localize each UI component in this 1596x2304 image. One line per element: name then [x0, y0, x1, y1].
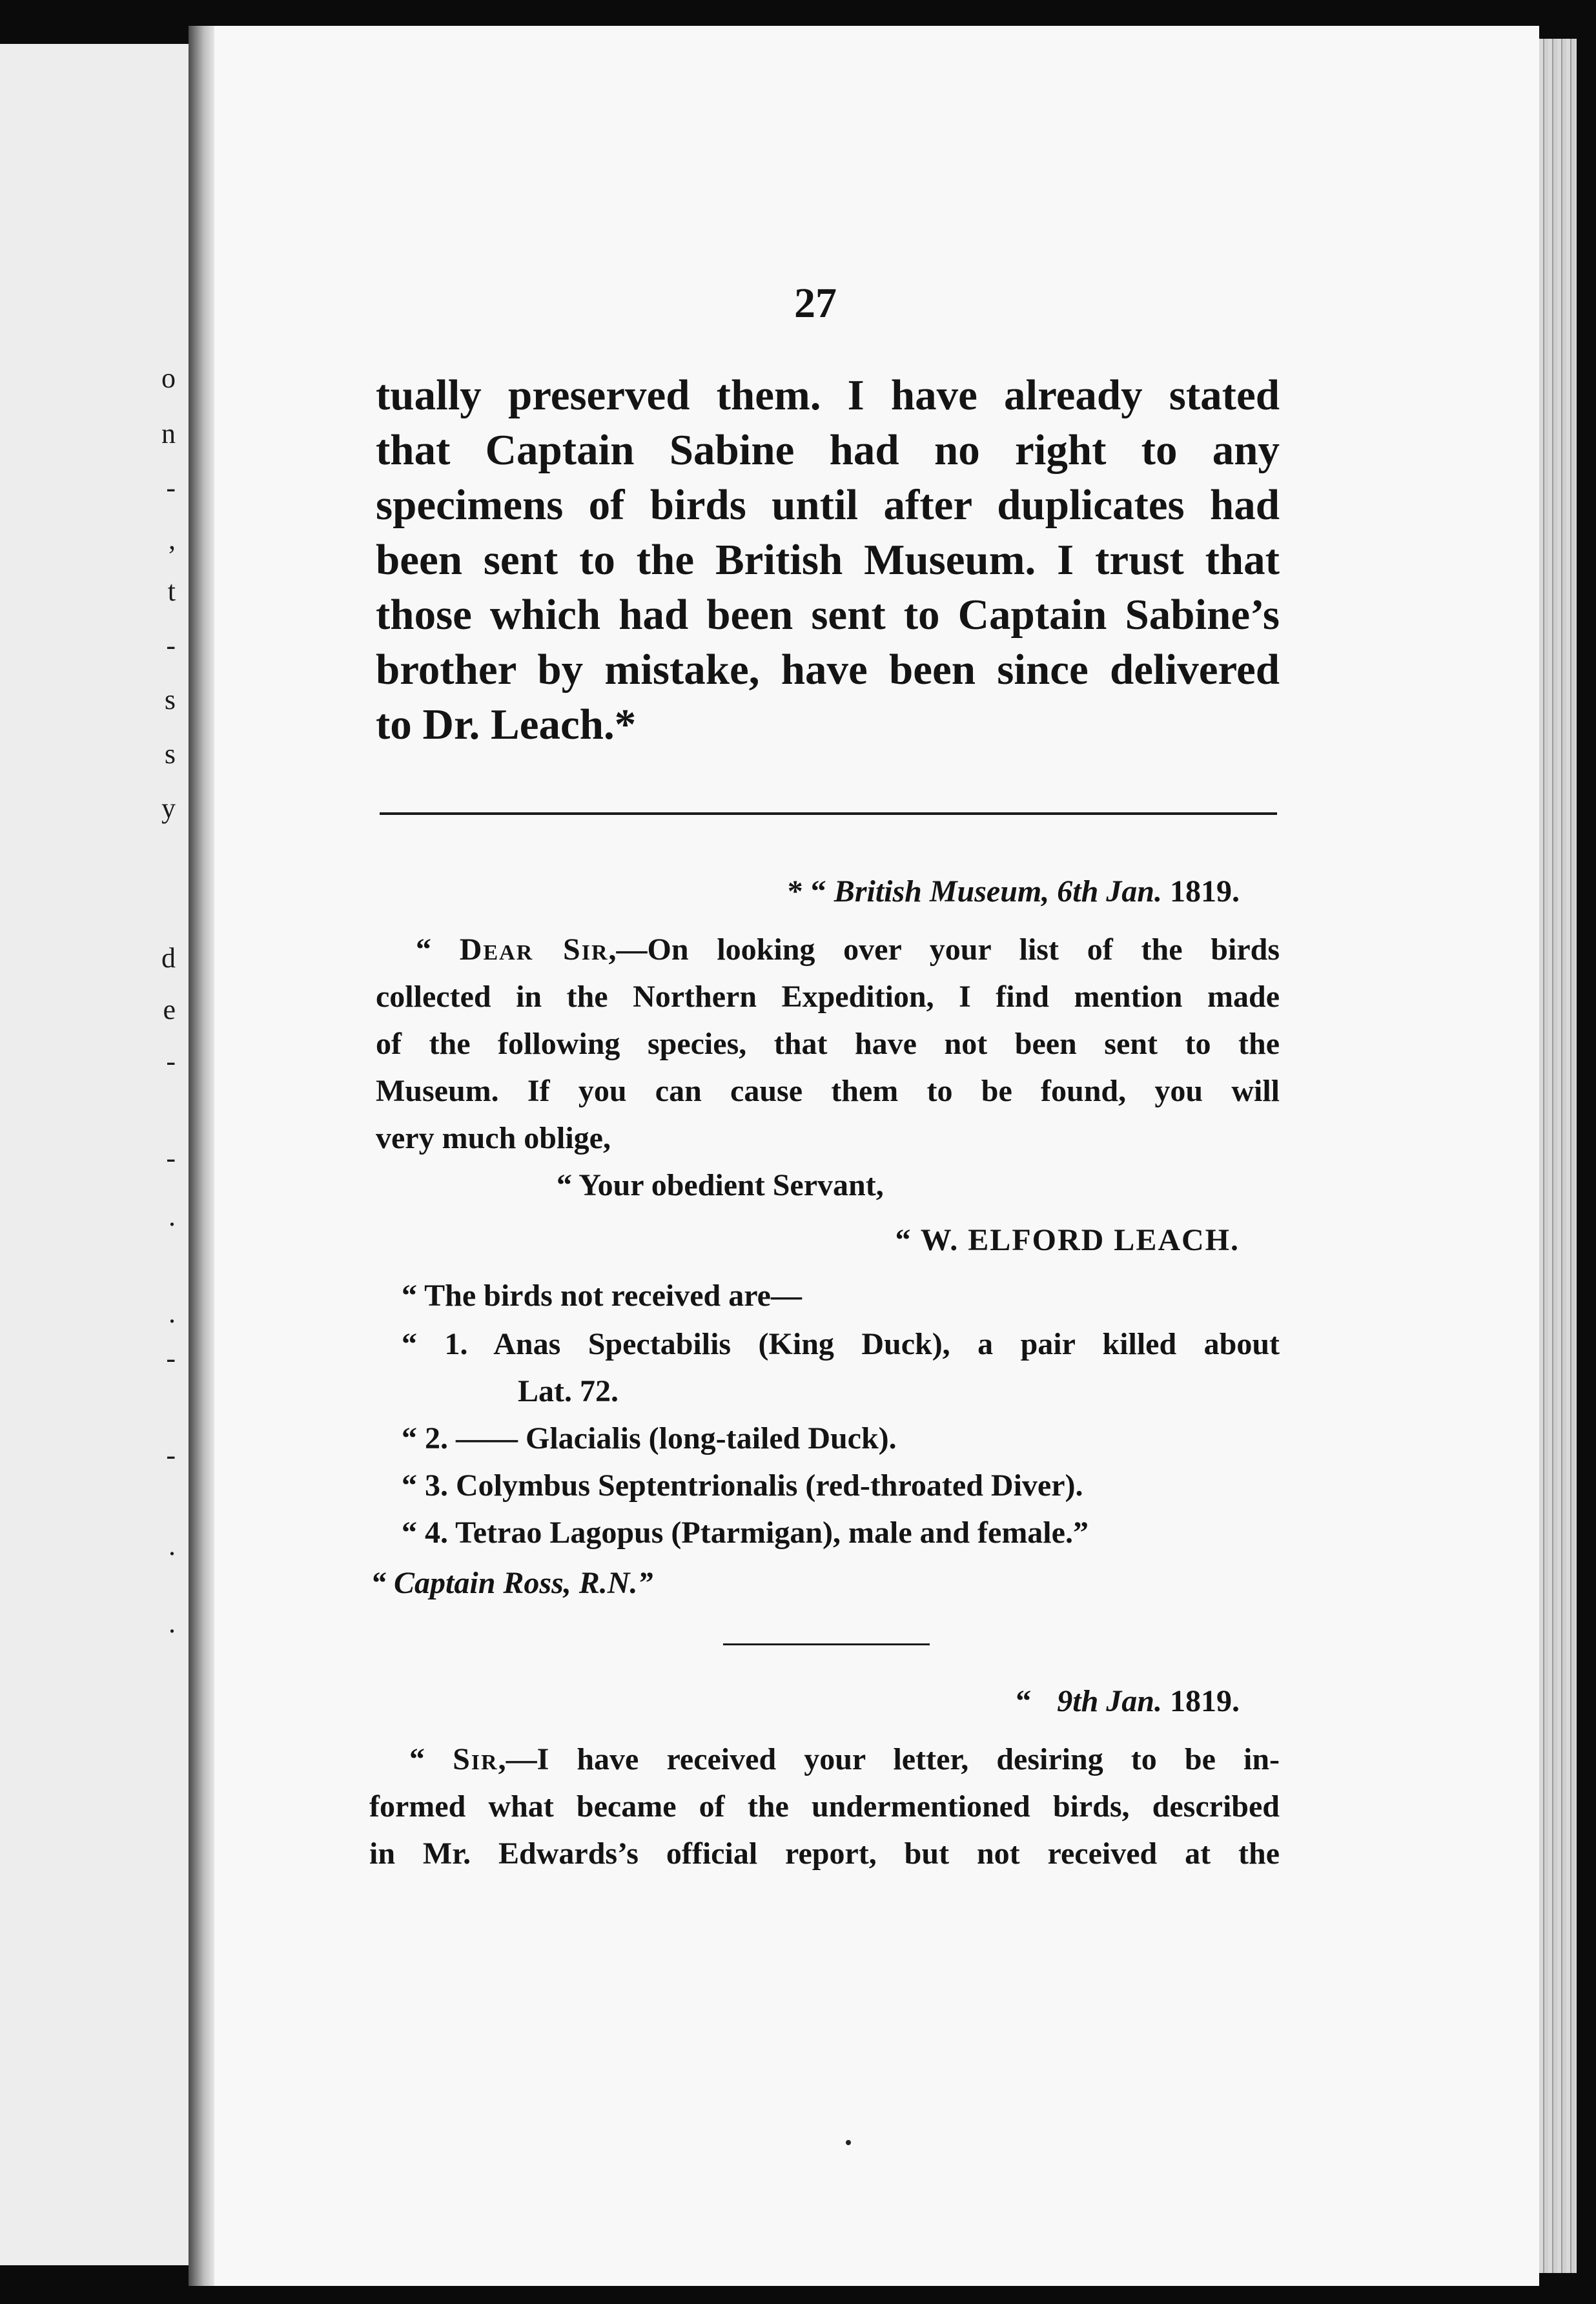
letter-line: Museum. If you can cause them to be found, you will [376, 1074, 1280, 1108]
ink-speck [846, 2140, 851, 2145]
footnote-year: 1819. [1170, 874, 1240, 909]
reply-text: ,—I have received your letter, desiring to be in- [498, 1742, 1280, 1776]
facing-page-fragment: - [166, 1342, 176, 1374]
facing-page-fragment: . [169, 1200, 176, 1232]
list-item: “ 4. Tetrao Lagopus (Ptarmigan), male and female.” [402, 1516, 1089, 1550]
second-letter-day: 9th Jan. [1057, 1684, 1162, 1718]
letter-line: collected in the Northern Expedition, I find mention made [376, 980, 1280, 1014]
footnote-place-date: British Museum, 6th Jan. [834, 874, 1162, 909]
facing-page-fragment: n [161, 418, 176, 449]
text-line: tually preserved them. I have already stated [376, 371, 1280, 419]
facing-page-fragment: - [166, 1045, 176, 1077]
section-rule [723, 1643, 930, 1645]
letter-closing: “ Your obedient Servant, [557, 1168, 884, 1202]
facing-page-fragment: , [169, 524, 176, 555]
reply-salutation: Sir [453, 1742, 498, 1776]
text-line: to Dr. Leach.* [376, 701, 637, 748]
footnote-rule [380, 812, 1277, 815]
facing-page-fragment: - [166, 630, 176, 661]
list-item: “ 3. Colymbus Septentrionalis (red-throated Diver). [402, 1468, 1083, 1503]
facing-page-fragment: . [169, 1297, 176, 1329]
letter-line: very much oblige, [376, 1121, 611, 1155]
text-line: those which had been sent to Captain Sabine’s [376, 591, 1280, 639]
facing-page-fragment: d [161, 942, 176, 974]
reply-line: in Mr. Edwards’s official report, but not received at the [369, 1836, 1280, 1871]
facing-page-fragment: y [161, 792, 176, 824]
facing-page-fragment: s [164, 738, 176, 770]
book-spine [189, 26, 214, 2286]
footnote-heading [376, 868, 1240, 915]
facing-page-fragment: s [164, 684, 176, 715]
facing-page-fragment: . [169, 1607, 176, 1639]
letter-line [376, 926, 1280, 973]
second-letter-date [376, 1678, 1240, 1725]
facing-page-fragment: - [166, 472, 176, 504]
text-line: specimens of birds until after duplicates had [376, 481, 1280, 529]
page-edges [1539, 39, 1577, 2273]
letter-addressee: “ Captain Ross, R.N.” [371, 1566, 653, 1600]
reply-line: formed what became of the undermentioned birds, described [369, 1789, 1280, 1824]
opening-quote: “ [409, 1742, 425, 1776]
facing-page [0, 44, 189, 2265]
reply-line [369, 1736, 1280, 1783]
facing-page-fragment: . [169, 1530, 176, 1561]
salutation: Dear Sir [459, 932, 609, 967]
list-intro: “ The birds not received are— [402, 1279, 802, 1313]
opening-quote: “ [1016, 1684, 1032, 1718]
text-line: that Captain Sabine had no right to any [376, 426, 1280, 474]
second-letter-year: 1819. [1170, 1684, 1240, 1718]
text-line: been sent to the British Museum. I trust that [376, 536, 1280, 584]
footnote-marker: * “ [787, 874, 826, 909]
opening-quote: “ [416, 932, 431, 967]
list-item: “ 1. Anas Spectabilis (King Duck), a pair killed about [402, 1327, 1280, 1361]
facing-page-fragment: - [166, 1439, 176, 1471]
letter-signature: “ W. ELFORD LEACH. [895, 1223, 1240, 1257]
text-line: brother by mistake, have been since delivered [376, 646, 1280, 694]
letter-text: ,—On looking over your list of the birds [608, 932, 1280, 967]
list-item-continuation: Lat. 72. [518, 1374, 619, 1408]
main-paragraph [376, 368, 1280, 752]
facing-page-fragment: o [161, 362, 176, 394]
facing-page-fragment: e [163, 994, 176, 1025]
list-item: “ 2. —— Glacialis (long-tailed Duck). [402, 1421, 897, 1455]
page-number: 27 [794, 280, 837, 327]
letter-line: of the following species, that have not been sent to the [376, 1027, 1280, 1061]
facing-page-fragment: t [167, 575, 176, 607]
facing-page-fragment: - [166, 1142, 176, 1174]
